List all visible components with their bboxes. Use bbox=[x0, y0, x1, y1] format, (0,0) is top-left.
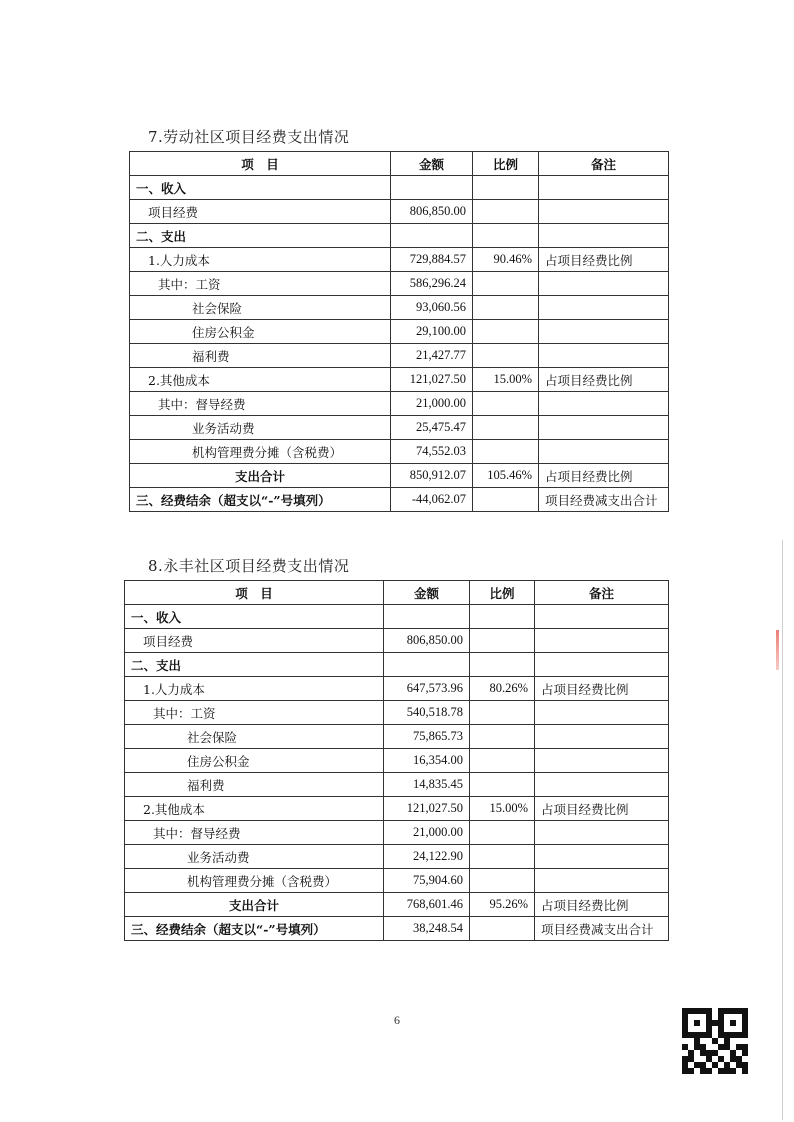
row-label: 社会保险 bbox=[130, 296, 391, 320]
row-amount: 16,354.00 bbox=[384, 749, 470, 773]
row-label: 支出合计 bbox=[130, 464, 391, 488]
row-label: 支出合计 bbox=[125, 893, 384, 917]
row-note: 占项目经费比例 bbox=[535, 677, 669, 701]
row-ratio bbox=[473, 344, 539, 368]
table-row bbox=[125, 845, 669, 869]
row-note: 占项目经费比例 bbox=[539, 248, 669, 272]
table-header-row bbox=[130, 152, 669, 176]
row-ratio bbox=[470, 605, 535, 629]
table-row bbox=[130, 392, 669, 416]
qr-code-icon bbox=[682, 1008, 748, 1074]
row-label: 2.其他成本 bbox=[125, 797, 384, 821]
row-note bbox=[539, 440, 669, 464]
row-label: 1.人力成本 bbox=[125, 677, 384, 701]
row-label: 其中：督导经费 bbox=[125, 821, 384, 845]
row-label: 其中：督导经费 bbox=[130, 392, 391, 416]
table-row bbox=[130, 248, 669, 272]
table-row bbox=[130, 272, 669, 296]
row-label: 二、支出 bbox=[125, 653, 384, 677]
row-note bbox=[535, 773, 669, 797]
row-amount: 29,100.00 bbox=[391, 320, 473, 344]
row-ratio bbox=[473, 488, 539, 512]
row-amount bbox=[384, 605, 470, 629]
row-amount: 21,427.77 bbox=[391, 344, 473, 368]
table-row bbox=[125, 629, 669, 653]
row-label: 2.其他成本 bbox=[130, 368, 391, 392]
row-note bbox=[539, 344, 669, 368]
row-ratio: 90.46% bbox=[473, 248, 539, 272]
row-note bbox=[535, 701, 669, 725]
table-row bbox=[125, 773, 669, 797]
table-row bbox=[130, 488, 669, 512]
table-row bbox=[125, 653, 669, 677]
table-row bbox=[130, 416, 669, 440]
table-row bbox=[125, 821, 669, 845]
row-note bbox=[539, 272, 669, 296]
row-amount: 25,475.47 bbox=[391, 416, 473, 440]
row-label: 二、支出 bbox=[130, 224, 391, 248]
row-amount: 75,904.60 bbox=[384, 869, 470, 893]
row-note bbox=[535, 653, 669, 677]
table-row bbox=[130, 464, 669, 488]
row-label: 三、经费结余（超支以“-”号填列） bbox=[125, 917, 384, 941]
table-row bbox=[125, 869, 669, 893]
table-row bbox=[125, 605, 669, 629]
row-note: 项目经费减支出合计 bbox=[535, 917, 669, 941]
row-label: 一、收入 bbox=[125, 605, 384, 629]
section-8-title: 8.永丰社区项目经费支出情况 bbox=[148, 557, 350, 575]
header-amount: 金额 bbox=[391, 152, 473, 176]
table-row bbox=[130, 320, 669, 344]
table-row bbox=[125, 749, 669, 773]
row-amount: 14,835.45 bbox=[384, 773, 470, 797]
row-label: 1.人力成本 bbox=[130, 248, 391, 272]
row-note: 占项目经费比例 bbox=[539, 464, 669, 488]
row-amount: 21,000.00 bbox=[384, 821, 470, 845]
row-ratio bbox=[470, 845, 535, 869]
row-amount: 850,912.07 bbox=[391, 464, 473, 488]
row-note bbox=[539, 320, 669, 344]
table-row bbox=[130, 200, 669, 224]
row-amount: 806,850.00 bbox=[384, 629, 470, 653]
row-note bbox=[539, 200, 669, 224]
row-ratio: 15.00% bbox=[470, 797, 535, 821]
page-number: 6 bbox=[394, 1013, 400, 1027]
budget-table-section-7 bbox=[129, 151, 669, 512]
row-ratio: 80.26% bbox=[470, 677, 535, 701]
row-note bbox=[535, 629, 669, 653]
row-ratio bbox=[470, 653, 535, 677]
row-amount: 38,248.54 bbox=[384, 917, 470, 941]
row-ratio bbox=[470, 917, 535, 941]
row-note: 占项目经费比例 bbox=[535, 893, 669, 917]
row-note: 项目经费减支出合计 bbox=[539, 488, 669, 512]
row-amount: 729,884.57 bbox=[391, 248, 473, 272]
row-label: 福利费 bbox=[125, 773, 384, 797]
row-ratio: 105.46% bbox=[473, 464, 539, 488]
row-amount: 647,573.96 bbox=[384, 677, 470, 701]
row-amount bbox=[391, 224, 473, 248]
row-amount bbox=[384, 653, 470, 677]
row-ratio bbox=[473, 416, 539, 440]
row-ratio bbox=[473, 272, 539, 296]
row-ratio bbox=[470, 773, 535, 797]
table-row bbox=[130, 176, 669, 200]
row-label: 业务活动费 bbox=[130, 416, 391, 440]
row-amount: 24,122.90 bbox=[384, 845, 470, 869]
row-amount: 121,027.50 bbox=[391, 368, 473, 392]
row-amount: 75,865.73 bbox=[384, 725, 470, 749]
row-ratio bbox=[473, 200, 539, 224]
section-7-title: 7.劳动社区项目经费支出情况 bbox=[148, 128, 350, 146]
table-row bbox=[125, 917, 669, 941]
row-label: 一、收入 bbox=[130, 176, 391, 200]
row-label: 社会保险 bbox=[125, 725, 384, 749]
header-item: 项 目 bbox=[130, 152, 391, 176]
row-amount: 586,296.24 bbox=[391, 272, 473, 296]
header-item: 项 目 bbox=[125, 581, 384, 605]
row-amount: 121,027.50 bbox=[384, 797, 470, 821]
red-stamp-edge-mark bbox=[776, 630, 779, 670]
row-amount: 806,850.00 bbox=[391, 200, 473, 224]
row-note bbox=[539, 416, 669, 440]
row-note bbox=[539, 176, 669, 200]
row-ratio bbox=[473, 440, 539, 464]
row-label: 机构管理费分摊（含税费） bbox=[125, 869, 384, 893]
row-note bbox=[535, 749, 669, 773]
header-ratio: 比例 bbox=[470, 581, 535, 605]
row-label: 住房公积金 bbox=[125, 749, 384, 773]
table-header-row bbox=[125, 581, 669, 605]
row-label: 福利费 bbox=[130, 344, 391, 368]
table-row bbox=[125, 677, 669, 701]
row-amount: -44,062.07 bbox=[391, 488, 473, 512]
row-amount bbox=[391, 176, 473, 200]
table-row bbox=[125, 701, 669, 725]
row-ratio bbox=[473, 320, 539, 344]
table-row bbox=[130, 224, 669, 248]
row-note bbox=[539, 296, 669, 320]
header-note: 备注 bbox=[539, 152, 669, 176]
row-label: 三、经费结余（超支以“-”号填列） bbox=[130, 488, 391, 512]
row-label: 其中：工资 bbox=[125, 701, 384, 725]
row-note bbox=[535, 821, 669, 845]
row-label: 住房公积金 bbox=[130, 320, 391, 344]
row-ratio bbox=[473, 176, 539, 200]
row-ratio: 15.00% bbox=[473, 368, 539, 392]
row-ratio bbox=[470, 749, 535, 773]
row-note bbox=[535, 869, 669, 893]
header-amount: 金额 bbox=[384, 581, 470, 605]
row-amount: 768,601.46 bbox=[384, 893, 470, 917]
row-amount: 540,518.78 bbox=[384, 701, 470, 725]
row-note bbox=[539, 224, 669, 248]
row-ratio bbox=[470, 725, 535, 749]
row-note bbox=[535, 605, 669, 629]
budget-table-section-8 bbox=[124, 580, 669, 941]
table-row bbox=[130, 440, 669, 464]
row-ratio bbox=[470, 821, 535, 845]
row-ratio bbox=[473, 392, 539, 416]
row-note bbox=[539, 392, 669, 416]
row-note: 占项目经费比例 bbox=[535, 797, 669, 821]
header-note: 备注 bbox=[535, 581, 669, 605]
row-note bbox=[535, 845, 669, 869]
row-note: 占项目经费比例 bbox=[539, 368, 669, 392]
row-ratio bbox=[473, 224, 539, 248]
row-note bbox=[535, 725, 669, 749]
row-label: 业务活动费 bbox=[125, 845, 384, 869]
row-amount: 21,000.00 bbox=[391, 392, 473, 416]
header-ratio: 比例 bbox=[473, 152, 539, 176]
row-ratio bbox=[470, 629, 535, 653]
row-label: 项目经费 bbox=[125, 629, 384, 653]
row-label: 项目经费 bbox=[130, 200, 391, 224]
row-ratio bbox=[473, 296, 539, 320]
row-ratio bbox=[470, 701, 535, 725]
scan-edge-line bbox=[782, 540, 783, 1120]
table-row bbox=[130, 344, 669, 368]
row-amount: 93,060.56 bbox=[391, 296, 473, 320]
table-row bbox=[130, 296, 669, 320]
row-label: 其中：工资 bbox=[130, 272, 391, 296]
table-row bbox=[130, 368, 669, 392]
row-ratio bbox=[470, 869, 535, 893]
table-row bbox=[125, 797, 669, 821]
row-label: 机构管理费分摊（含税费） bbox=[130, 440, 391, 464]
row-amount: 74,552.03 bbox=[391, 440, 473, 464]
table-row bbox=[125, 893, 669, 917]
table-row bbox=[125, 725, 669, 749]
row-ratio: 95.26% bbox=[470, 893, 535, 917]
